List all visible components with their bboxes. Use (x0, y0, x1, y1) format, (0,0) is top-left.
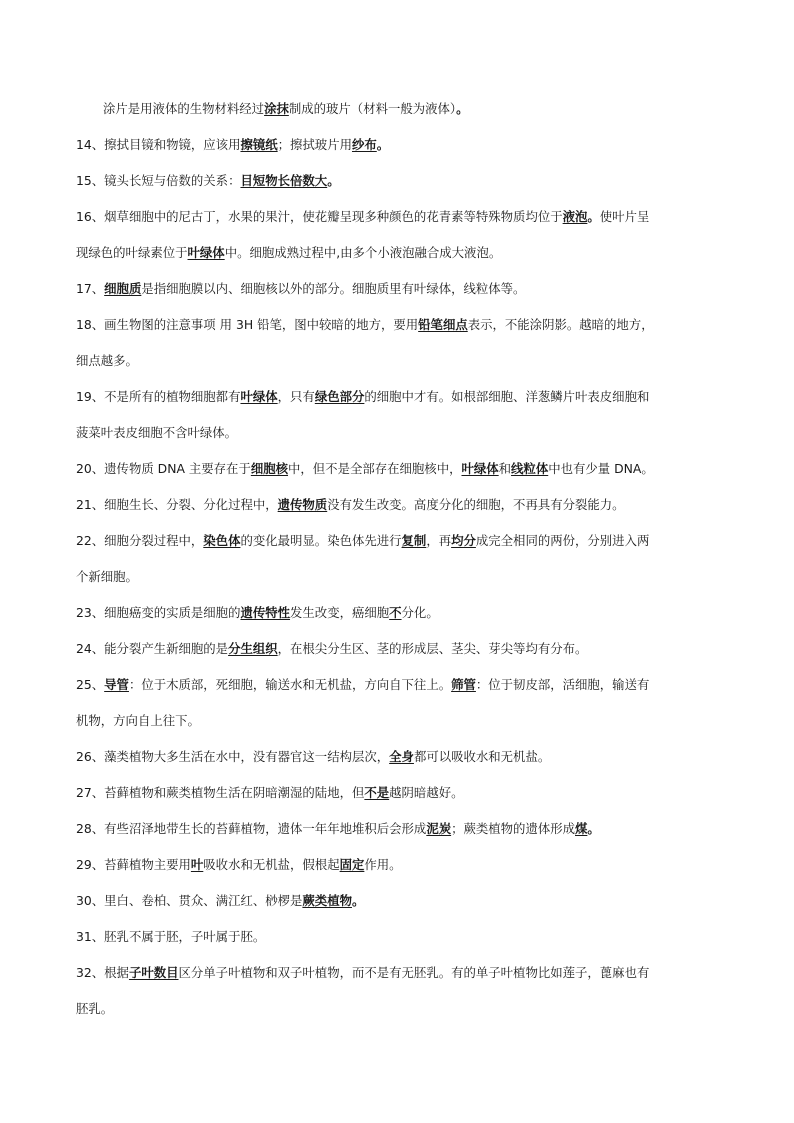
text-run: 涂片是用液体的生物材料经过 (103, 101, 265, 116)
text-run: 18、画生物图的注意事项 用 3H 铅笔，图中较暗的地方，要用 (76, 317, 419, 332)
text-run: 中，但不是全部存在细胞核中， (288, 461, 462, 476)
text-line (76, 137, 389, 153)
text-line (76, 497, 625, 513)
bold-key-term (426, 821, 451, 836)
text-line (76, 461, 654, 477)
underlined-key-term: 液泡 (562, 209, 588, 224)
text-line (76, 785, 464, 801)
text-run: 23、细胞癌变的实质是细胞的 (76, 605, 241, 620)
text-line (76, 713, 200, 729)
text-run: 26、藻类植物大多生活在水中，没有器官这一结构层次， (76, 749, 390, 764)
text-line (76, 821, 600, 837)
text-run: 越阴暗越好。 (389, 785, 464, 800)
underlined-key-term: 泥炭 (426, 821, 452, 836)
text-line (76, 281, 525, 297)
bold-key-term (451, 677, 476, 692)
text-run: 作用。 (364, 857, 402, 872)
bold-key-term (240, 389, 277, 404)
underlined-key-term: 不 (389, 605, 402, 620)
bold-key-term (389, 605, 401, 620)
text-run: 17、 (76, 281, 105, 296)
text-run: 表示，不能涂阴影。越暗的地方， (467, 317, 654, 332)
bold-key-term (511, 461, 548, 476)
text-run: 个新细胞。 (76, 569, 138, 584)
bold-key-term (315, 389, 365, 404)
underlined-key-term: 线粒体 (511, 461, 549, 476)
bold-text: 。 (587, 209, 600, 224)
text-run: 22、细胞分裂过程中， (76, 533, 204, 548)
bold-key-term (264, 101, 289, 116)
text-run: ，在根尖分生区、茎的形成层、茎尖、芽尖等均有分布。 (277, 641, 588, 656)
underlined-key-term: 细胞质 (104, 281, 142, 296)
text-line (76, 245, 501, 261)
underlined-key-term: 均分 (451, 533, 476, 548)
underlined-key-term: 涂抹 (264, 101, 289, 116)
underlined-key-term: 擦镜纸 (240, 137, 278, 152)
text-run: 胚乳。 (76, 1001, 114, 1016)
text-run: 成完全相同的两份，分别进入两 (475, 533, 650, 548)
text-run: 15、镜头长短与倍数的关系： (76, 173, 241, 188)
text-line (76, 173, 340, 189)
text-run: 28、有些沼泽地带生长的苔藓植物，遗体一年年地堆积后会形成 (76, 821, 427, 836)
text-run: 制成的玻片（材料一般为液体） (288, 101, 457, 116)
bold-text: 。 (376, 137, 390, 152)
underlined-key-term: 筛管 (451, 677, 476, 692)
text-line (76, 209, 649, 225)
text-run: 分化。 (401, 605, 439, 620)
bold-key-term (228, 641, 278, 656)
underlined-key-term: 染色体 (203, 533, 241, 548)
bold-key-term (203, 533, 240, 548)
text-line (76, 749, 550, 765)
text-run: 区分单子叶植物和双子叶植物，而不是有无胚乳。有的单子叶植物比如莲子，蓖麻也有 (178, 965, 650, 980)
bold-key-term (191, 857, 203, 872)
text-line (76, 641, 587, 657)
text-line (103, 101, 469, 117)
bold-key-term (240, 137, 277, 152)
text-run: 机物，方向自上往下。 (76, 713, 200, 728)
underlined-key-term: 目短物长倍数大 (240, 173, 328, 188)
text-line (76, 353, 138, 369)
text-run: 和 (498, 461, 512, 476)
text-run: 20、遗传物质 DNA 主要存在于 (76, 461, 251, 476)
text-line (76, 605, 439, 621)
text-run: 现绿色的叶绿素位于 (76, 245, 188, 260)
text-run: 30、里白、卷柏、贯众、满江红、桫椤是 (76, 893, 303, 908)
bold-key-term (240, 173, 327, 188)
bold-text: 。 (456, 101, 469, 116)
text-line (76, 965, 649, 981)
text-run: 中也有少量 DNA。 (548, 461, 654, 476)
bold-text: 。 (327, 173, 340, 188)
text-line (76, 677, 649, 693)
text-run: 吸收水和无机盐，假根起 (203, 857, 340, 872)
text-line (76, 425, 237, 441)
text-line (76, 389, 649, 405)
underlined-key-term: 叶绿体 (187, 245, 225, 260)
text-run: 21、细胞生长、分裂、分化过程中， (76, 497, 278, 512)
underlined-key-term: 不是 (364, 785, 390, 800)
text-run: 使叶片呈 (599, 209, 650, 224)
bold-key-term (251, 461, 288, 476)
bold-key-term (418, 317, 468, 332)
underlined-key-term: 蕨类植物 (302, 893, 352, 908)
underlined-key-term: 细胞核 (250, 461, 289, 476)
text-run: 发生改变，癌细胞 (290, 605, 390, 620)
text-run: 31、胚乳不属于胚，子叶属于胚。 (76, 929, 266, 944)
text-line (76, 893, 364, 909)
text-run: 25、 (76, 677, 105, 692)
underlined-key-term: 绿色部分 (314, 389, 365, 404)
bold-key-term (563, 209, 588, 224)
text-run: 都可以吸收水和无机盐。 (413, 749, 551, 764)
text-run: 没有发生改变。高度分化的细胞，不再具有分裂能力。 (327, 497, 625, 512)
underlined-key-term: 叶绿体 (461, 461, 499, 476)
text-run: 的变化最明显。染色体先进行 (240, 533, 402, 548)
text-run: ：位于韧皮部，活细胞，输送有 (475, 677, 650, 692)
text-run: ，只有 (277, 389, 315, 404)
bold-key-term (104, 281, 141, 296)
text-line (76, 1001, 113, 1017)
text-run: 29、苔藓植物主要用 (76, 857, 191, 872)
bold-key-term (364, 785, 389, 800)
underlined-key-term: 复制 (401, 533, 427, 548)
text-run: ；擦拭玻片用 (277, 137, 352, 152)
text-run: 24、能分裂产生新细胞的是 (76, 641, 229, 656)
underlined-key-term: 子叶数目 (128, 965, 179, 980)
text-run: ：位于木质部，死细胞，输送水和无机盐，方向自下往上。 (128, 677, 452, 692)
underlined-key-term: 煤 (575, 821, 588, 836)
text-run: 27、苔藓植物和蕨类植物生活在阴暗潮湿的陆地，但 (76, 785, 365, 800)
text-run: 细点越多。 (76, 353, 138, 368)
text-run: 中。细胞成熟过程中,由多个小液泡融合成大液泡。 (224, 245, 502, 260)
bold-key-term (575, 821, 587, 836)
bold-key-term (451, 533, 476, 548)
underlined-key-term: 分生组织 (228, 641, 278, 656)
bold-key-term (104, 677, 129, 692)
text-line (76, 317, 654, 333)
underlined-key-term: 遗传特性 (240, 605, 291, 620)
bold-key-term (188, 245, 225, 260)
text-run: 的细胞中才有。如根部细胞、洋葱鳞片叶表皮细胞和 (364, 389, 650, 404)
text-line (76, 533, 649, 549)
text-run: 14、擦拭目镜和物镜，应该用 (76, 137, 241, 152)
bold-key-term (340, 857, 365, 872)
bold-key-term (302, 893, 352, 908)
text-run: 菠菜叶表皮细胞不含叶绿体。 (76, 425, 238, 440)
underlined-key-term: 纱布 (351, 137, 377, 152)
bold-key-term (461, 461, 498, 476)
bold-key-term (352, 137, 377, 152)
text-run: ，再 (426, 533, 452, 548)
bold-key-term (278, 497, 328, 512)
text-run: 32、根据 (76, 965, 129, 980)
text-run: ；蕨类植物的遗体形成 (451, 821, 576, 836)
bold-key-term (240, 605, 290, 620)
underlined-key-term: 导管 (104, 677, 129, 692)
text-line (76, 857, 402, 873)
underlined-key-term: 叶绿体 (240, 389, 278, 404)
bold-key-term (129, 965, 179, 980)
underlined-key-term: 遗传物质 (277, 497, 328, 512)
underlined-key-term: 固定 (339, 857, 365, 872)
underlined-key-term: 全身 (389, 749, 414, 764)
text-run: 16、烟草细胞中的尼古丁，水果的果汁，使花瓣呈现多种颜色的花青素等特殊物质均位于 (76, 209, 563, 224)
underlined-key-term: 叶 (190, 857, 204, 872)
underlined-key-term: 铅笔细点 (418, 317, 468, 332)
bold-text: 。 (351, 893, 365, 908)
text-run: 是指细胞膜以内、细胞核以外的部分。细胞质里有叶绿体，线粒体等。 (141, 281, 526, 296)
text-run: 19、不是所有的植物细胞都有 (76, 389, 241, 404)
text-line (76, 929, 265, 945)
bold-key-term (389, 749, 414, 764)
bold-text: 。 (587, 821, 600, 836)
text-line (76, 569, 138, 585)
bold-key-term (402, 533, 427, 548)
